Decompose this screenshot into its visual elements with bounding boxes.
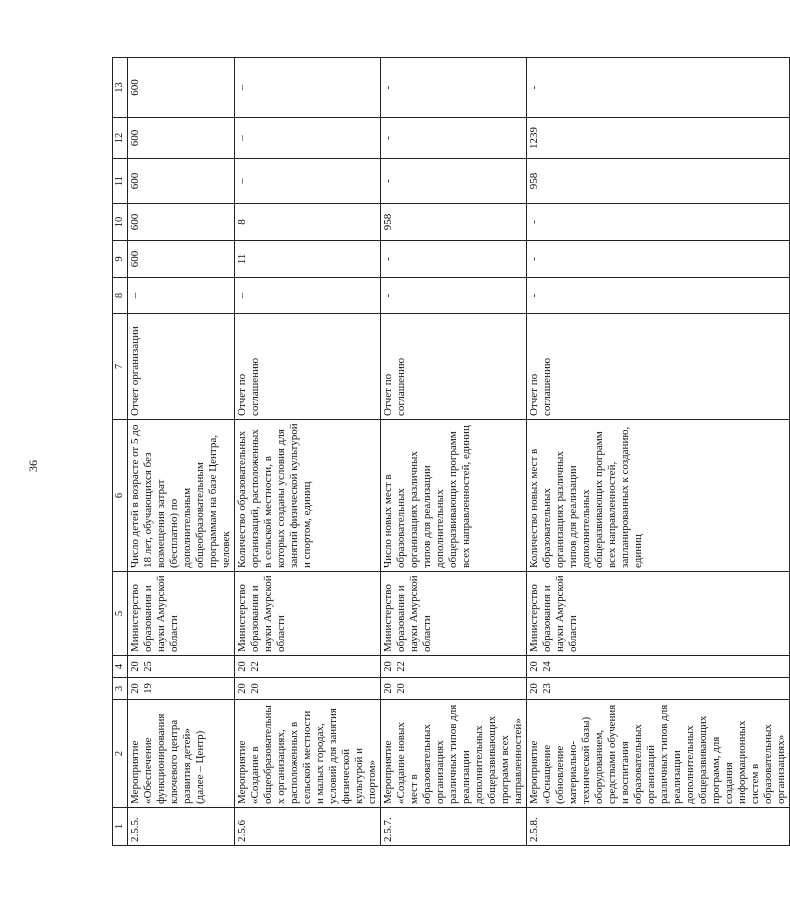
executor: Министерство образования и науки Амурской области	[128, 572, 235, 656]
value-col-11: -	[381, 159, 527, 204]
value-col-13: -	[527, 58, 790, 118]
event-name: Мероприятие «Создание в общеобразовательных организациях, расположенных в сельской местности и малых городах, условий для занятия физической культурой и спортом»	[235, 700, 381, 808]
end-year: 2022	[235, 656, 381, 678]
value-col-11: 600	[128, 159, 235, 204]
value-col-11: –	[235, 159, 381, 204]
start-year: 2020	[235, 678, 381, 700]
end-year: 2022	[381, 656, 527, 678]
header-cell: 2	[113, 700, 128, 808]
data-table	[112, 57, 790, 846]
value-col-13: –	[235, 58, 381, 118]
header-cell: 5	[113, 572, 128, 656]
header-row	[113, 58, 128, 846]
value-col-12: 1239	[527, 118, 790, 159]
end-year: 2024	[527, 656, 790, 678]
header-cell: 4	[113, 656, 128, 678]
start-year: 2023	[527, 678, 790, 700]
executor: Министерство образования и науки Амурской области	[381, 572, 527, 656]
value-col-9: -	[381, 241, 527, 278]
value-col-13: -	[381, 58, 527, 118]
data-source: Отчет организации	[128, 314, 235, 420]
header-cell: 13	[113, 58, 128, 118]
end-year: 2025	[128, 656, 235, 678]
event-name: Мероприятие «Оснащение (обновление материально-технической базы) оборудованием, средствами обучения и воспитания образовательных организаций различных типов для реализации дополнительных общеразвивающих программ, для создания информационных систем в образовательных организациях»	[527, 700, 790, 808]
indicator: Количество образовательных организаций, расположенных в сельской местности, в которых созданы условия для занятий физической культурой и спортом, единиц	[235, 420, 381, 572]
header-cell: 8	[113, 278, 128, 314]
indicator: Количество новых мест в образовательных организациях различных типов для реализации дополнительных общеразвивающих программ всех направленностей, запланированных к созданию, единиц	[527, 420, 790, 572]
value-col-9: -	[527, 241, 790, 278]
table-row	[128, 58, 235, 846]
value-col-8: -	[381, 278, 527, 314]
value-col-9: 11	[235, 241, 381, 278]
executor: Министерство образования и науки Амурской области	[235, 572, 381, 656]
event-name: Мероприятие «Обеспечение функционирования ключевого центра развития детей» (далее – Центр)	[128, 700, 235, 808]
row-number: 2.5.8.	[527, 808, 790, 846]
data-source: Отчет по соглашению	[527, 314, 790, 420]
header-cell: 1	[113, 808, 128, 846]
rotated-table-wrapper	[112, 58, 787, 846]
indicator: Число новых мест в образовательных организациях различных типов для реализации дополнительных общеразвивающих программ всех направленностей, единиц	[381, 420, 527, 572]
header-cell: 10	[113, 204, 128, 241]
value-col-13: 600	[128, 58, 235, 118]
value-col-8: –	[235, 278, 381, 314]
header-cell: 6	[113, 420, 128, 572]
value-col-12: 600	[128, 118, 235, 159]
header-cell: 9	[113, 241, 128, 278]
value-col-12: –	[235, 118, 381, 159]
value-col-8: –	[128, 278, 235, 314]
value-col-8: -	[527, 278, 790, 314]
data-source: Отчет по соглашению	[381, 314, 527, 420]
header-cell: 11	[113, 159, 128, 204]
value-col-10: 8	[235, 204, 381, 241]
value-col-12: -	[381, 118, 527, 159]
table-row	[527, 58, 790, 846]
header-cell: 12	[113, 118, 128, 159]
value-col-9: 600	[128, 241, 235, 278]
table-row	[381, 58, 527, 846]
value-col-10: -	[527, 204, 790, 241]
executor: Министерство образования и науки Амурской области	[527, 572, 790, 656]
table-row	[235, 58, 381, 846]
row-number: 2.5.7.	[381, 808, 527, 846]
start-year: 2020	[381, 678, 527, 700]
row-number: 2.5.5.	[128, 808, 235, 846]
row-number: 2.5.6	[235, 808, 381, 846]
start-year: 2019	[128, 678, 235, 700]
page-number: 36	[26, 460, 40, 472]
header-cell: 7	[113, 314, 128, 420]
data-source: Отчет по соглашению	[235, 314, 381, 420]
value-col-10: 600	[128, 204, 235, 241]
indicator: Число детей в возрасте от 5 до 18 лет, обучающихся без возмещения затрат (бесплатно) по дополнительным общеобразовательным программам на базе Центра, человек	[128, 420, 235, 572]
event-name: Мероприятие «Создание новых мест в образовательных организациях различных типов для реализации дополнительных общеразвивающих программ всех направленностей»	[381, 700, 527, 808]
value-col-11: 958	[527, 159, 790, 204]
header-cell: 3	[113, 678, 128, 700]
value-col-10: 958	[381, 204, 527, 241]
